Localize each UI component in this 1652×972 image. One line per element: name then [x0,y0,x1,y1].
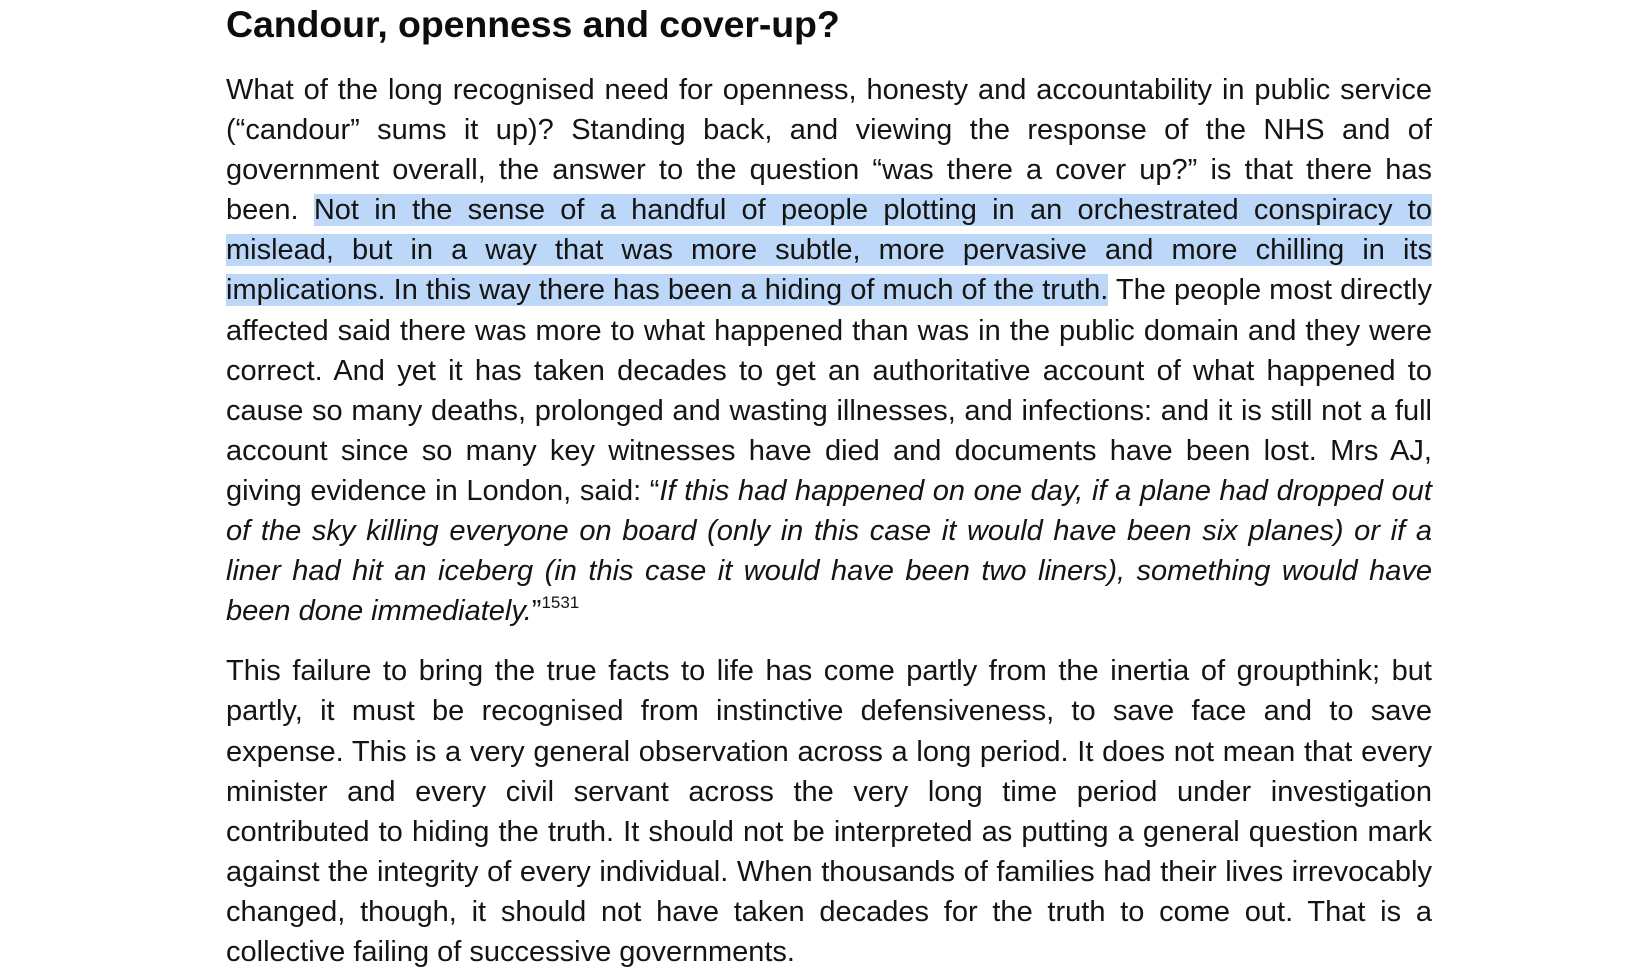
paragraph-candour [226,70,1432,631]
paragraph-text-after-highlight: The people most directly affected said there was more to what happened than was in the public domain and they were correct. And yet it has taken decades to get an authoritative account of what happened to cause so many deaths, prolonged and wasting illnesses, and infections: and it is still not a full account since so many key witnesses have died and documents have been lost. Mrs AJ, giving evidence in London, said: “ [226,274,1432,507]
quote-close-mark: ” [531,595,542,628]
selected-text-highlight[interactable]: Not in the sense of a handful of people plotting in an orchestrated conspiracy to mislead, but in a way that was more subtle, more pervasive and more chilling in its implications. In this way there has been a hiding of much of the truth. [226,194,1432,307]
paragraph-failure: This failure to bring the true facts to life has come partly from the inertia of groupthink; but partly, it must be recognised from instinctive defensiveness, to save face and to save expense. This is a very general observation across a long period. It does not mean that every minister and every civil servant across the very long time period under investigation contributed to hiding the truth. It should not be interpreted as putting a general question mark against the integrity of every individual. When thousands of families had their lives irrevocably changed, though, it should not have taken decades for the truth to come out. That is a collective failing of successive governments. [226,655,1432,968]
paragraph-text-before-highlight: What of the long recognised need for openness, honesty and accountability in public service (“candour” sums it up)? Standing back, and viewing the response of the NHS and of government overall, the answer to the question “was there a cover up?” is that there has been. [226,74,1432,227]
document-page [226,0,1432,972]
italic-quote: If this had happened on one day, if a plane had dropped out of the sky killing everyone on board (only in this case it would have been six planes) or if a liner had hit an iceberg (in this case it would have been two liners), something would have been done immediately. [226,474,1432,628]
section-heading: Candour, openness and cover-up? [226,3,840,45]
footnote-reference[interactable]: 1531 [541,593,580,613]
